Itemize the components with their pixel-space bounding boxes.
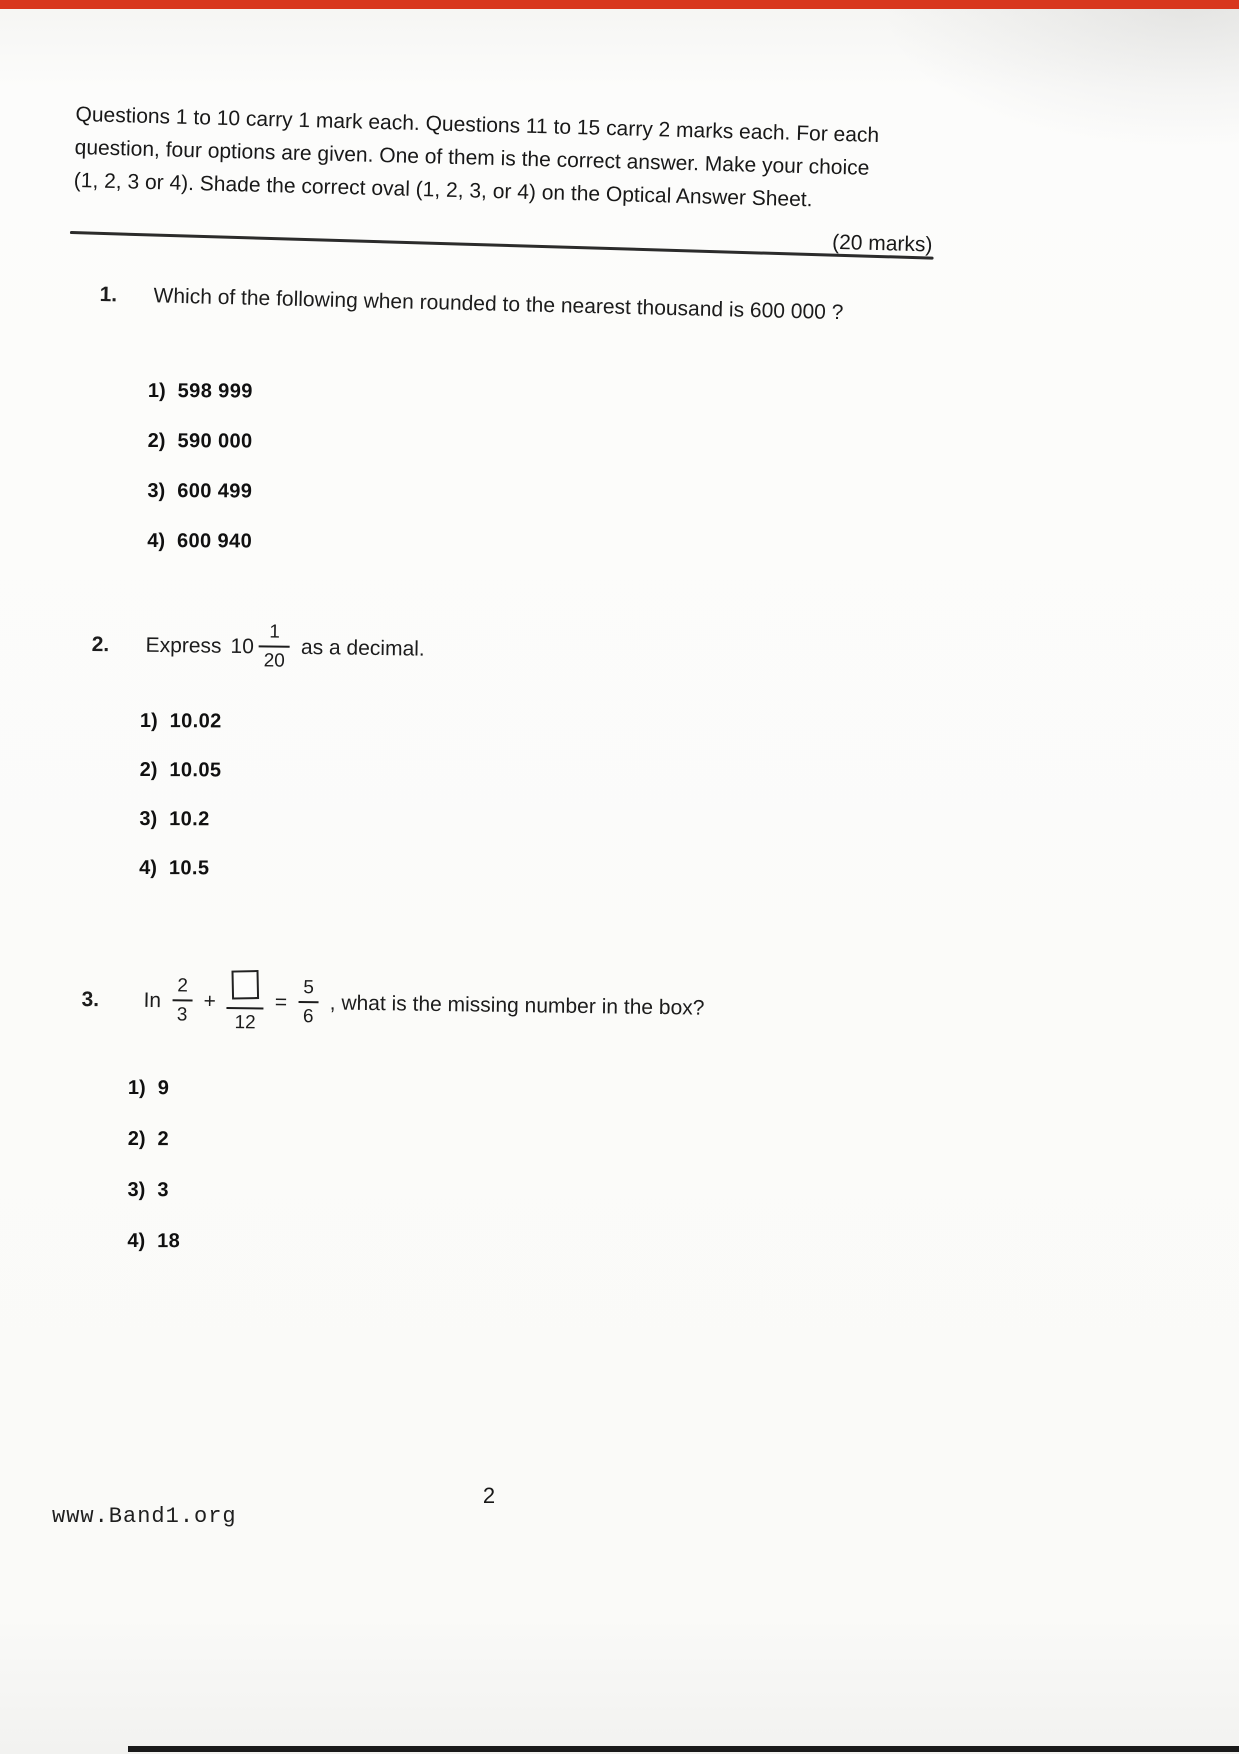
option [128,1063,962,1117]
fraction-numerator: 5 [303,977,315,999]
option-value: 590 000 [177,429,253,452]
option-label: 4) [147,529,166,552]
equals-operator: = [274,990,288,1014]
question-1-heading [99,278,940,332]
fraction-numerator: 2 [177,975,188,997]
marks-note: (20 marks) [831,230,933,257]
option-label: 2) [139,758,158,782]
question-3-options [127,1063,962,1270]
option [127,1165,961,1219]
question-3-heading [81,968,962,1042]
option [128,1114,962,1168]
option-value: 10.05 [169,759,222,782]
option-value: 598 999 [177,379,253,402]
option [139,795,931,848]
option-label: 1) [147,379,166,402]
option-value: 9 [157,1077,170,1100]
option-label: 1) [139,709,158,733]
question-2 [92,620,932,893]
option-label: 3) [127,1178,146,1202]
option [140,697,932,750]
question-text-suffix: as a decimal. [300,635,425,661]
question-1 [100,278,940,566]
footer-url: www.Band1.org [52,1504,237,1529]
scan-edge-bottom-strip [128,1746,1239,1752]
fraction-numerator: 1 [269,621,281,643]
question-3 [82,968,962,1267]
question-2-options [139,697,932,897]
option [147,466,939,519]
option-value: 3 [157,1179,169,1202]
option-label: 2) [127,1127,146,1151]
option [127,1216,961,1270]
option [148,366,940,419]
fraction-denominator: 3 [172,999,193,1024]
option-value: 2 [157,1128,170,1151]
option-label: 3) [139,807,158,831]
option [139,746,931,799]
option-value: 10.2 [169,808,210,831]
scan-edge-top-strip [0,0,1239,9]
option-label: 3) [147,479,166,502]
option [148,416,940,469]
instructions-line: Questions 1 to 10 carry 1 mark each. Questions 11 to 15 carry 2 marks each. For each [75,102,880,148]
plus-operator: + [203,989,217,1013]
question-2-heading [91,620,932,680]
option-label: 4) [127,1229,146,1253]
question-text [143,969,705,1039]
option-value: 18 [157,1230,181,1253]
question-text: Which of the following when rounded to the nearest thousand is 600 000 ? [153,284,844,325]
fraction-with-box [226,970,264,1033]
question-text-prefix: In [143,988,162,1012]
page-number: 2 [482,1483,496,1508]
instructions-line: question, four options are given. One of them is the correct answer. Make your choice [74,135,870,180]
option-label: 4) [139,856,157,880]
question-number: 3. [81,987,100,1011]
option-label: 1) [127,1076,146,1100]
option-value: 600 499 [177,479,253,502]
option [139,844,931,897]
question-number: 2. [91,632,110,656]
question-1-options [147,366,940,569]
fraction-denominator: 20 [259,645,290,670]
option-label: 2) [147,429,166,452]
mixed-number [230,622,292,671]
question-text-prefix: Express [145,633,222,658]
fraction-denominator: 6 [298,1001,319,1026]
fraction-numerator [227,970,265,1008]
missing-number-box [232,970,260,1000]
option-value: 10.02 [169,710,222,733]
fraction [259,622,291,670]
option [147,516,939,569]
fraction-denominator: 12 [226,1007,263,1033]
instructions-line: (1, 2, 3 or 4). Shade the correct oval (1, 2, 3, or 4) on the Optical Answer Sheet. [73,168,813,212]
option-value: 600 940 [176,529,253,552]
fraction [298,978,319,1026]
question-text [145,621,425,673]
fraction [172,976,193,1024]
option-value: 10.5 [168,857,210,880]
question-number: 1. [99,282,118,307]
mixed-number-whole: 10 [230,634,255,658]
question-text-suffix: , what is the missing number in the box? [329,990,705,1020]
